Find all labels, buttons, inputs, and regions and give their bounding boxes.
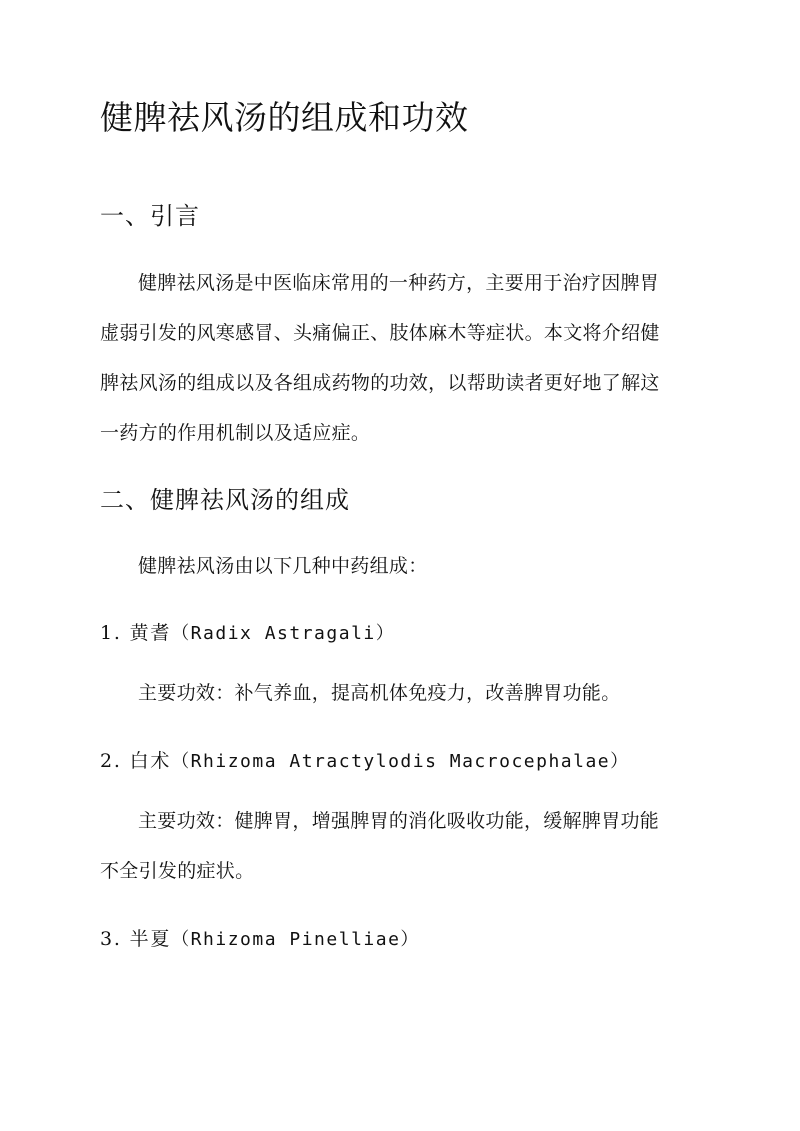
paragraph-line: 健脾祛风汤由以下几种中药组成： <box>138 555 428 577</box>
herb-effect-paragraph <box>100 668 700 718</box>
document-title: 健脾祛风汤的组成和功效 <box>100 98 469 137</box>
herb-item-heading <box>100 924 420 951</box>
section-heading-introduction: 一、引言 <box>100 202 200 230</box>
item-number: 1. <box>100 622 122 644</box>
herb-item-heading <box>100 618 395 645</box>
herb-latin-name: （Rhizoma Atractylodis Macrocephalae） <box>171 751 630 772</box>
herb-name: 白术 <box>129 750 172 772</box>
introduction-paragraph <box>100 258 700 458</box>
section-heading-composition: 二、健脾祛风汤的组成 <box>100 486 350 514</box>
paragraph-line: 脾祛风汤的组成以及各组成药物的功效，以帮助读者更好地了解这 <box>100 372 660 394</box>
composition-intro <box>100 541 700 591</box>
paragraph-line: 不全引发的症状。 <box>100 860 255 882</box>
item-number: 2. <box>100 750 122 772</box>
herb-item-heading <box>100 746 630 773</box>
herb-latin-name: （Rhizoma Pinelliae） <box>171 929 420 950</box>
herb-name: 半夏 <box>129 928 172 950</box>
paragraph-line: 虚弱引发的风寒感冒、头痛偏正、肢体麻木等症状。本文将介绍健 <box>100 322 660 344</box>
paragraph-line: 主要功效：健脾胃，增强脾胃的消化吸收功能，缓解脾胃功能 <box>138 810 660 832</box>
herb-effect-paragraph <box>100 796 700 896</box>
herb-latin-name: （Radix Astragali） <box>171 623 396 644</box>
paragraph-line: 健脾祛风汤是中医临床常用的一种药方，主要用于治疗因脾胃 <box>138 272 660 294</box>
item-number: 3. <box>100 928 122 950</box>
paragraph-line: 主要功效：补气养血，提高机体免疫力，改善脾胃功能。 <box>138 682 621 704</box>
paragraph-line: 一药方的作用机制以及适应症。 <box>100 422 371 444</box>
herb-name: 黄耆 <box>129 622 172 644</box>
